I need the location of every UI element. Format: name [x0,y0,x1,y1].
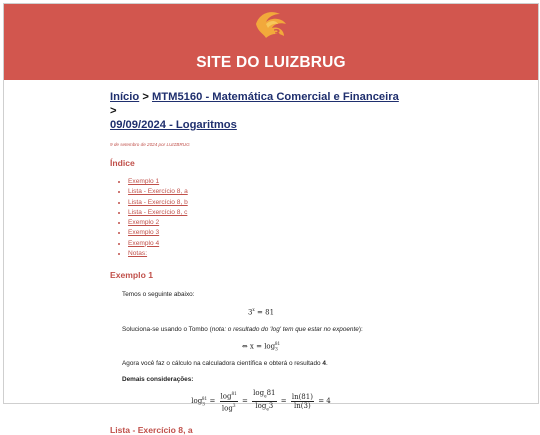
site-header [4,4,538,80]
index-link[interactable]: Exemplo 1 [128,178,160,185]
calc-text-b: . [325,360,328,368]
index-item[interactable] [128,177,400,187]
eq3-fraction-3 [291,393,314,410]
index-item[interactable] [128,239,400,249]
equation-2 [122,341,400,352]
site-title[interactable]: SITE DO LUIZBRUG [196,54,346,71]
eq3-result: = 4 [318,397,331,406]
browser-viewport [3,3,539,435]
solve-text-b: ): [358,325,363,333]
frac2-num-tail: 81 [266,389,276,398]
calc-text-a: Agora você faz o cálculo na calculadora científica e obterá o resultado [122,360,323,368]
frac1-den: log [221,404,233,413]
considerations-label: Demais considerações: [122,376,194,384]
svg-text:3: 3 [273,27,281,40]
article [110,90,400,435]
index-item[interactable] [128,187,400,197]
eq2-sub: 3 [275,346,278,352]
breadcrumb-separator: > [110,105,117,117]
index-heading: Índice [110,158,135,168]
eq3-sup: 81 [201,395,208,401]
frac2-den-sub: e [266,406,269,412]
index-link[interactable]: Exemplo 2 [128,219,160,227]
breadcrumb-separator: > [142,91,149,103]
breadcrumb-home-link[interactable]: Início [110,91,140,103]
eq3-fraction-2 [252,389,276,413]
index-item[interactable] [128,228,400,238]
solve-text-a: Soluciona-se usando o Tombo ( [122,325,212,333]
breadcrumb-course-link[interactable]: MTM5160 - Matemática Comercial e Financeira [151,91,399,103]
eq3-fraction-1 [220,390,238,412]
equation-1 [122,307,400,316]
eq2-lhs: ⇔ x = log [241,342,276,351]
eq2-sup: 81 [274,340,281,346]
example1-heading: Exemplo 1 [110,270,153,281]
frac2-den: log [255,401,267,410]
eq3-sub: 3 [202,401,205,407]
post-byline: 9 de setembro de 2024 por LUIZBRUG [110,142,190,147]
example1-calc-text [122,360,400,367]
index-link[interactable]: Lista - Exercício 8, c [128,208,188,216]
calc-result: 4 [322,360,326,368]
index-link[interactable]: Notas: [128,250,148,258]
frac2-num: log [253,389,265,398]
frac1-num: log [220,392,232,401]
section-heading-lista-8a: Lista - Exercício 8, a [110,425,193,435]
index-link[interactable]: Exemplo 4 [128,239,160,247]
equation-3: $\log_3^{81}$ = $\frac{\log^{81}}{\log^3}$ = $\frac{\log_e81}{\log_e3}$ = $\frac{\ln(81)}{\ln(3)}$ = 4 [191,389,331,413]
index-item[interactable] [128,249,400,259]
frac3-den: ln(3) [294,401,311,410]
index-item[interactable] [128,218,400,228]
frac2-den-tail: 3 [268,401,274,410]
index-link[interactable]: Exemplo 3 [128,229,160,237]
breadcrumb [110,90,400,132]
frac2-num-sub: e [264,393,267,399]
frac3-num: ln(81) [291,392,313,401]
eq1-base: 3 [247,308,253,317]
index-item[interactable] [128,198,400,208]
breadcrumb-page-link[interactable]: 09/09/2024 - Logaritmos [110,119,237,131]
index-link[interactable]: Lista - Exercício 8, a [128,188,188,196]
frac1-den-sup: 3 [232,402,236,408]
index-list [110,177,400,259]
eq3-log: log [191,397,203,406]
example1-solve-text [122,326,400,333]
eq1-exponent: x [252,307,255,313]
flame-logo-icon[interactable] [250,8,290,42]
solve-note: nota: o resultado do 'log' tem que estar no expoente [211,325,359,333]
index-link[interactable]: Lista - Exercício 8, b [128,198,188,206]
example1-intro: Temos o seguinte abaixo: [122,291,195,299]
index-item[interactable] [128,208,400,218]
eq1-rhs: = 81 [257,308,275,317]
frac1-num-sup: 81 [231,391,237,397]
